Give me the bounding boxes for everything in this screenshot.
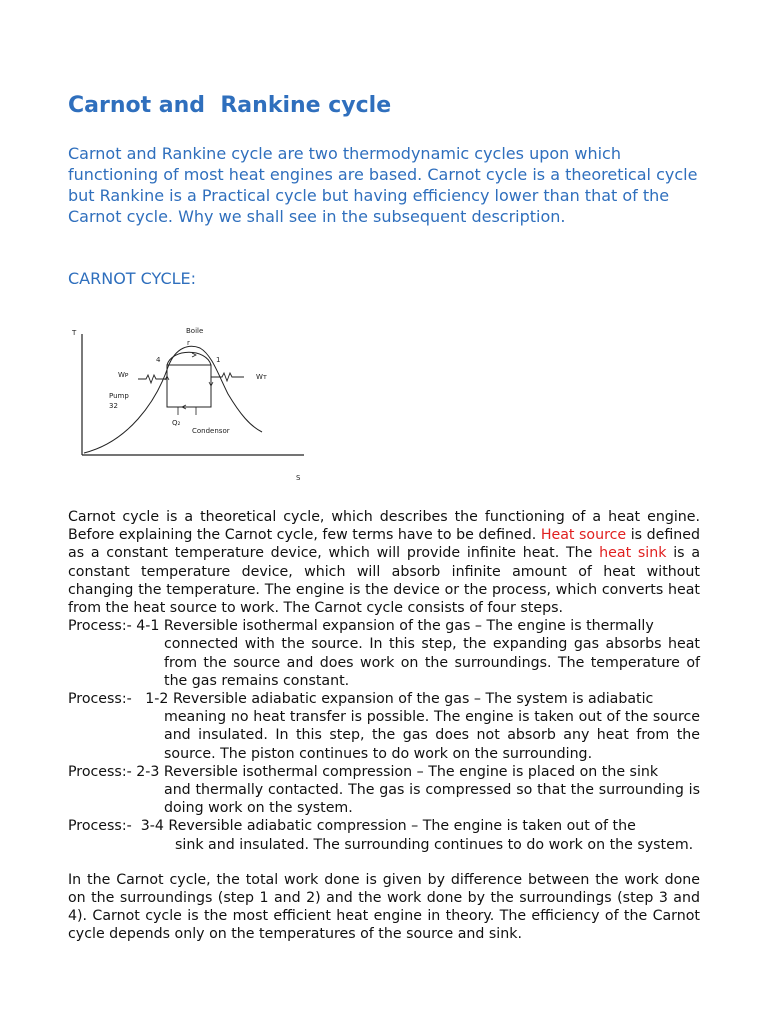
point-1-label: 1 xyxy=(216,356,221,364)
process-list xyxy=(68,617,700,854)
wt-label: Wᴛ xyxy=(256,373,267,381)
condensor-label: Condensor xyxy=(192,427,230,435)
process-item: Process:- 3-4 Reversible adiabatic compression – The engine is taken out of the sink and insulated. The surrounding continues to do work on the system. xyxy=(68,818,694,853)
term-heat-source: Heat source xyxy=(540,527,627,544)
process-item: Process:- 1-2 Reversible adiabatic expansion of the gas – The system is adiabatic meaning no heat transfer is possible. The engine is taken out of the source and insulated. In this step, the gas does not absorb any heat from the source. The piston continues to do work on the surrounding. xyxy=(68,691,700,762)
paragraph-carnot-efficiency: In the Carnot cycle, the total work done is given by difference between the work done on the surroundings (step 1 and 2) and the work done by the surroundings (step 3 and 4). Carnot cycle is the most efficient heat engine in theory. The efficiency of the Carnot cycle depends only on the temperatures of the source and sink. xyxy=(68,871,700,943)
term-heat-sink: heat sink xyxy=(599,545,667,562)
cycle-box xyxy=(167,365,211,407)
process-item: Process:- 2-3 Reversible isothermal compression – The engine is placed on the sink and thermally contacted. The gas is compressed so that the surrounding is doing work on the system. xyxy=(68,763,700,817)
body-text xyxy=(68,508,700,944)
paragraph-carnot-definition: Carnot cycle is a theoretical cycle, which describes the functioning of a heat engine. Before explaining the Carnot cycle, few terms have to be defined. Heat source is defined as a constant temperature device, which will provide infinite heat. The heat sink is a constant temperature device, which will absorb infinite amount of heat without changing the temperature. The engine is the device or the process, which converts heat from the heat source to work. The Carnot cycle consists of four steps. xyxy=(68,509,701,617)
section-heading: CARNOT CYCLE: xyxy=(68,269,197,288)
q2-label: Q₂ xyxy=(172,419,181,427)
boiler-arc xyxy=(167,352,211,365)
page-title: Carnot and Rankine cycle xyxy=(68,93,392,118)
t-axis-label: T xyxy=(72,329,77,337)
s-axis-label: S xyxy=(296,474,301,482)
pump-label: Pump xyxy=(109,392,129,400)
process-item: Process:- 4-1 Reversible isothermal expansion of the gas – The engine is thermally connected with the source. In this step, the expanding gas absorbs heat from the source and does work on the surroundings. The temperature of the gas remains constant. xyxy=(68,618,700,689)
wp-label: Wᴘ xyxy=(118,371,129,379)
point-4-label: 4 xyxy=(156,356,161,364)
arrow-top xyxy=(192,353,196,357)
carnot-cycle-diagram xyxy=(68,322,318,487)
boiler-label: Boile xyxy=(186,327,204,335)
pump-number: 32 xyxy=(109,402,118,410)
wt-zigzag xyxy=(211,373,244,381)
boiler-label-r: r xyxy=(187,339,190,347)
intro-paragraph: Carnot and Rankine cycle are two thermodynamic cycles upon which functioning of most heat engines are based. Carnot cycle is a theoretical cycle but Rankine is a Practical cycle but having efficiency lower than that of the Carnot cycle. Why we shall see in the subsequent description. xyxy=(68,144,698,226)
